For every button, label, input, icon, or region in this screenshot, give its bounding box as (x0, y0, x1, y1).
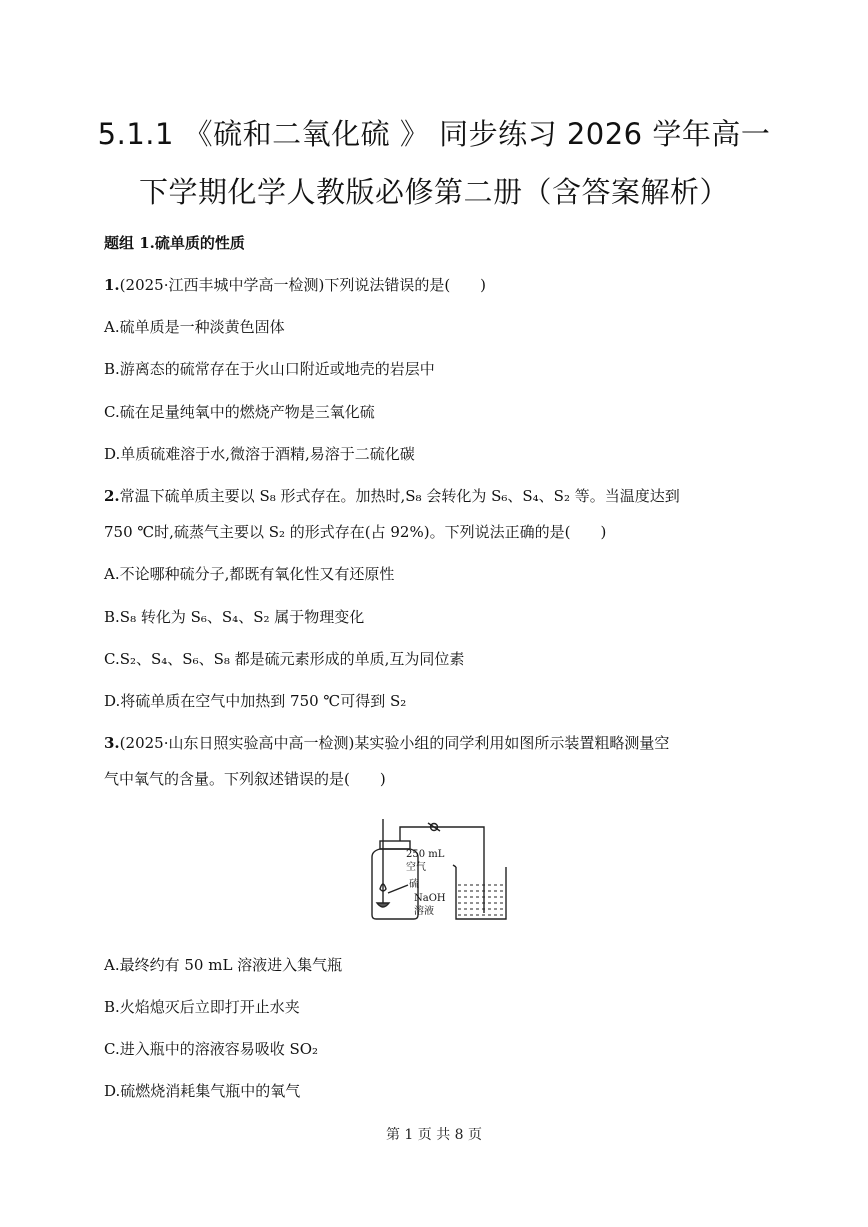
label-volume: 250 mL (406, 849, 445, 860)
label-solution: 溶液 (414, 906, 434, 917)
question-1-stem (104, 274, 486, 295)
question-3-option-b: B.火焰熄灭后立即打开止水夹 (104, 998, 300, 1016)
question-2-option-a: A.不论哪种硫分子,都既有氧化性又有还原性 (104, 565, 395, 583)
page-footer: 第 1 页 共 8 页 (385, 1127, 483, 1143)
title-line-2: 下学期化学人教版必修第二册（含答案解析） (138, 175, 729, 209)
question-1-option-b: B.游离态的硫常存在于火山口附近或地壳的岩层中 (104, 360, 435, 378)
apparatus-diagram (352, 815, 522, 930)
label-naoh: NaOH (414, 893, 446, 904)
question-2-option-b: B.S₈ 转化为 S₆、S₄、S₂ 属于物理变化 (104, 608, 365, 626)
question-3-option-a: A.最终约有 50 mL 溶液进入集气瓶 (104, 956, 343, 974)
question-2-text-1: 常温下硫单质主要以 S₈ 形式存在。加热时,S₈ 会转化为 S₆、S₄、S₂ 等。当温度达到 (119, 487, 680, 505)
label-sulfur: 硫 (409, 879, 419, 890)
question-1-option-d: D.单质硫难溶于水,微溶于酒精,易溶于二硫化碳 (104, 445, 415, 463)
question-2-option-d: D.将硫单质在空气中加热到 750 ℃可得到 S₂ (104, 692, 407, 710)
question-1-option-a: A.硫单质是一种淡黄色固体 (104, 318, 285, 336)
question-2-option-c: C.S₂、S₄、S₆、S₈ 都是硫元素形成的单质,互为同位素 (104, 650, 465, 668)
question-2-stem-line-1 (104, 485, 680, 506)
label-air: 空气 (406, 862, 426, 873)
section-heading: 题组 1.硫单质的性质 (104, 234, 245, 252)
question-3-option-c: C.进入瓶中的溶液容易吸收 SO₂ (104, 1040, 319, 1058)
question-3-option-d: D.硫燃烧消耗集气瓶中的氧气 (104, 1082, 301, 1100)
question-3-number: 3. (104, 734, 120, 752)
question-3-text-1: (2025·山东日照实验高中高一检测)某实验小组的同学利用如图所示装置粗略测量空 (119, 734, 670, 752)
question-3-stem-line-1 (104, 732, 669, 753)
question-2-stem-line-2: 750 ℃时,硫蒸气主要以 S₂ 的形式存在(占 92%)。下列说法正确的是( ) (104, 523, 607, 541)
question-3-stem-line-2: 气中氧气的含量。下列叙述错误的是( ) (104, 770, 386, 788)
question-1-text: (2025·江西丰城中学高一检测)下列说法错误的是( ) (119, 276, 487, 294)
question-2-number: 2. (104, 487, 120, 505)
question-1-option-c: C.硫在足量纯氧中的燃烧产物是三氧化硫 (104, 403, 375, 421)
question-1-number: 1. (104, 276, 120, 294)
title-line-1: 5.1.1 《硫和二氧化硫 》 同步练习 2026 学年高一 (97, 117, 771, 151)
